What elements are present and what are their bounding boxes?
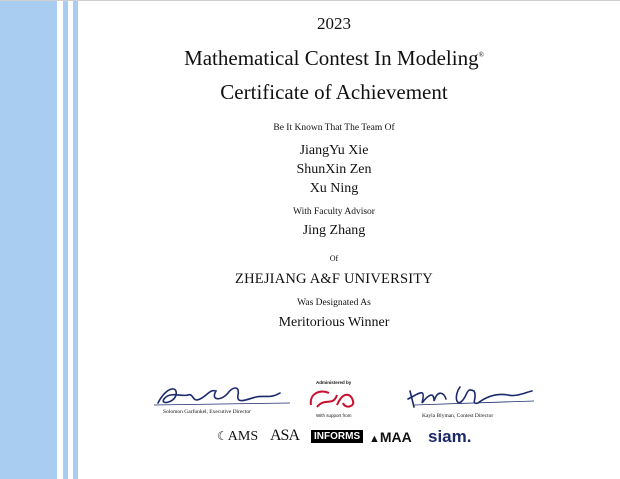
team-member-2: ShunXin Zen: [296, 162, 372, 177]
team-member-3: Xu Ning: [309, 181, 359, 196]
siam-logo: [428, 427, 471, 447]
stripe-wide: [0, 1, 57, 479]
stripe-thin-2: [73, 1, 78, 479]
stripe-thin-1: [63, 1, 68, 479]
administered-by-label: Administered by: [316, 380, 352, 385]
right-signature-caption: Kayla Blyman, Contest Director: [422, 413, 494, 419]
asa-text: ASA: [270, 427, 300, 444]
contest-director-signature: [404, 383, 536, 411]
team-member-1: JiangYu Xie: [299, 143, 369, 158]
contest-name-text: Mathematical Contest In Modeling: [184, 46, 479, 70]
university-name: ZHEJIANG A&F UNIVERSITY: [235, 271, 433, 287]
ams-logo: [217, 429, 258, 445]
maa-text: MAA: [379, 429, 412, 445]
advisor-name: Jing Zhang: [302, 223, 366, 238]
left-signature-caption: Solomon Garfunkel, Executive Director: [163, 409, 251, 415]
of-line: Of: [329, 254, 339, 263]
informs-logo: [311, 430, 363, 443]
certificate-title: Certificate of Achievement: [220, 80, 448, 104]
siam-text: siam.: [428, 427, 472, 446]
asa-logo: [270, 427, 299, 445]
ams-emblem-icon: ☾: [217, 429, 228, 443]
informs-text: INFORMS: [314, 431, 361, 442]
maa-logo: [369, 429, 412, 445]
comap-logo: [307, 387, 359, 413]
award-name: Meritorious Winner: [278, 315, 390, 330]
with-support-label: With support from: [316, 413, 352, 418]
registered-mark: ®: [478, 51, 484, 59]
certificate-year: 2023: [317, 14, 351, 33]
designated-line: Was Designated As: [297, 298, 371, 308]
executive-director-signature: [152, 383, 292, 409]
decorative-stripes: [0, 1, 86, 479]
maa-emblem-icon: ▲: [369, 433, 380, 445]
known-line: Be It Known That The Team Of: [273, 123, 395, 133]
ams-text: AMS: [227, 429, 259, 444]
advisor-line: With Faculty Advisor: [293, 207, 375, 217]
contest-name: [86, 46, 582, 71]
